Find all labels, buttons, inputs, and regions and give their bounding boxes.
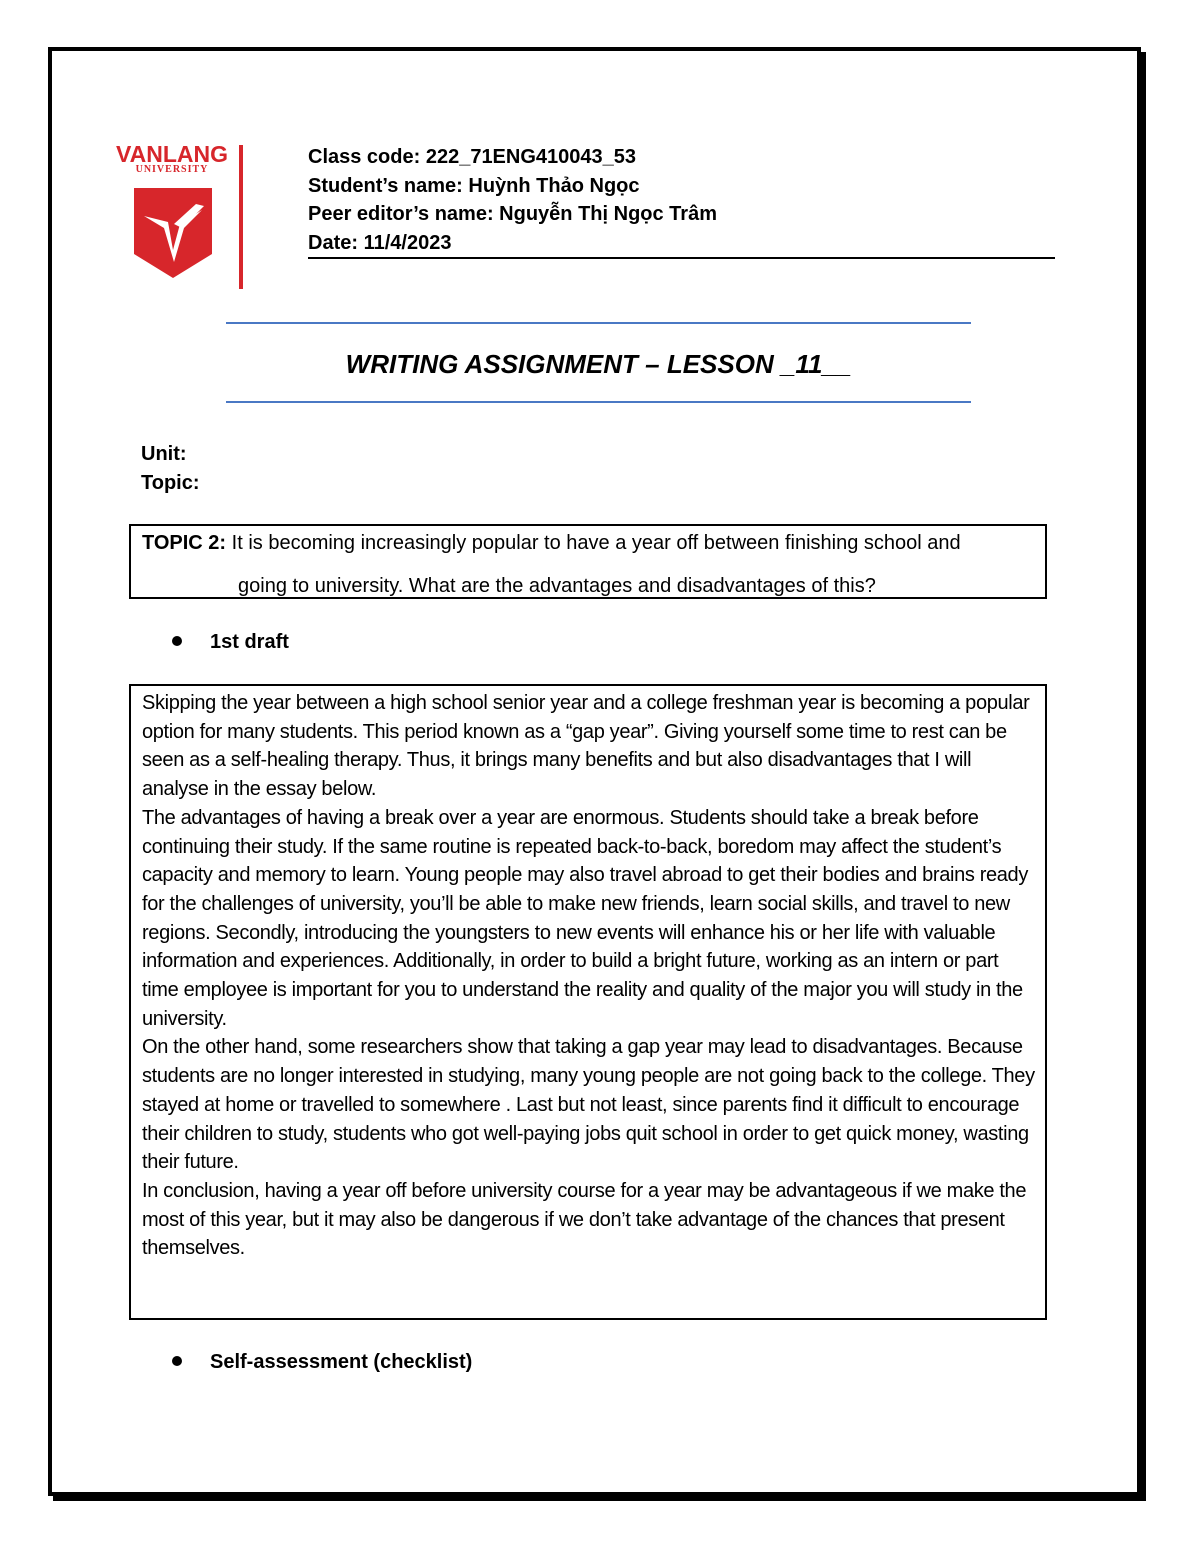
student-name: Student’s name: Huỳnh Thảo Ngọc [308,174,640,197]
bullet-self-assessment [172,1348,472,1376]
date: Date: 11/4/2023 [308,231,452,254]
draft-text-box [129,684,1047,1320]
header-info [308,143,1054,257]
header-rule [308,257,1055,259]
topic-text-1: It is becoming increasingly popular to have a year off between finishing school and [226,532,961,554]
page-title: WRITING ASSIGNMENT – LESSON _11__ [345,349,852,379]
bullet-self-assessment-label: Self-assessment (checklist) [210,1351,473,1373]
bullet-draft [172,628,289,656]
unit-label: Unit: [141,443,187,465]
draft-paragraph-intro: Skipping the year between a high school senior year and a college freshman year is becoming a popular option for many students. This period known as a “gap year”. Giving yourself some time to rest can be seen as a self-healing therapy. Thus, it brings many benefits and but also disadvantages that I will analyse in the essay below. [142,692,1030,801]
logo-subtitle: UNIVERSITY [135,164,209,175]
title-rule-top [226,322,971,324]
topic-line-1 [142,529,961,557]
title-rule-bottom [226,401,971,403]
class-code: Class code: 222_71ENG410043_53 [308,146,637,168]
draft-paragraph-disadvantages: On the other hand, some researchers show that taking a gap year may lead to disadvantages. Because students are no longer interested in studying, many young people are not going back to the college. They stayed at home or travelled to somewhere . Last but not least, since parents find it difficult to encourage their children to study, students who got well-paying jobs quit school in order to get quick money, wasting their future. [142,1036,1035,1174]
shield-icon [134,188,212,280]
bullet-icon [172,636,182,646]
university-logo [112,142,236,175]
topic-label: Topic: [141,472,200,494]
logo-wordmark: VANLANG [115,141,228,167]
draft-paragraph-conclusion: In conclusion, having a year off before university course for a year may be advantageous if we make the most of this year, but it may also be dangerous if we don’t take advantage of the chances that present themselves. [142,1179,1027,1260]
topic-number: TOPIC 2: [142,532,227,554]
logo-divider [239,145,243,289]
draft-paragraph-advantages: The advantages of having a break over a year are enormous. Students should take a break before continuing their study. If the same routine is repeated back-to-back, boredom may affect the student’s capacity and memory to learn. Young people may also travel abroad to get their bodies and brains ready for the challenges of university, you’ll be able to make new friends, learn social skills, and travel to new regions. Secondly, introducing the youngsters to new events will enhance his or her life with valuable information and experiences. Additionally, in order to build a bright future, working as an intern or part time employee is important for you to understand the reality and quality of the major you will study in the university. [142,806,1028,1030]
unit-topic-labels [141,440,200,498]
topic-box [129,524,1047,599]
topic-line-2: going to university. What are the advantages and disadvantages of this? [238,575,876,597]
bullet-draft-label: 1st draft [210,631,289,653]
bullet-icon [172,1356,182,1366]
peer-editor-name: Peer editor’s name: Nguyễn Thị Ngọc Trâm [308,203,717,225]
